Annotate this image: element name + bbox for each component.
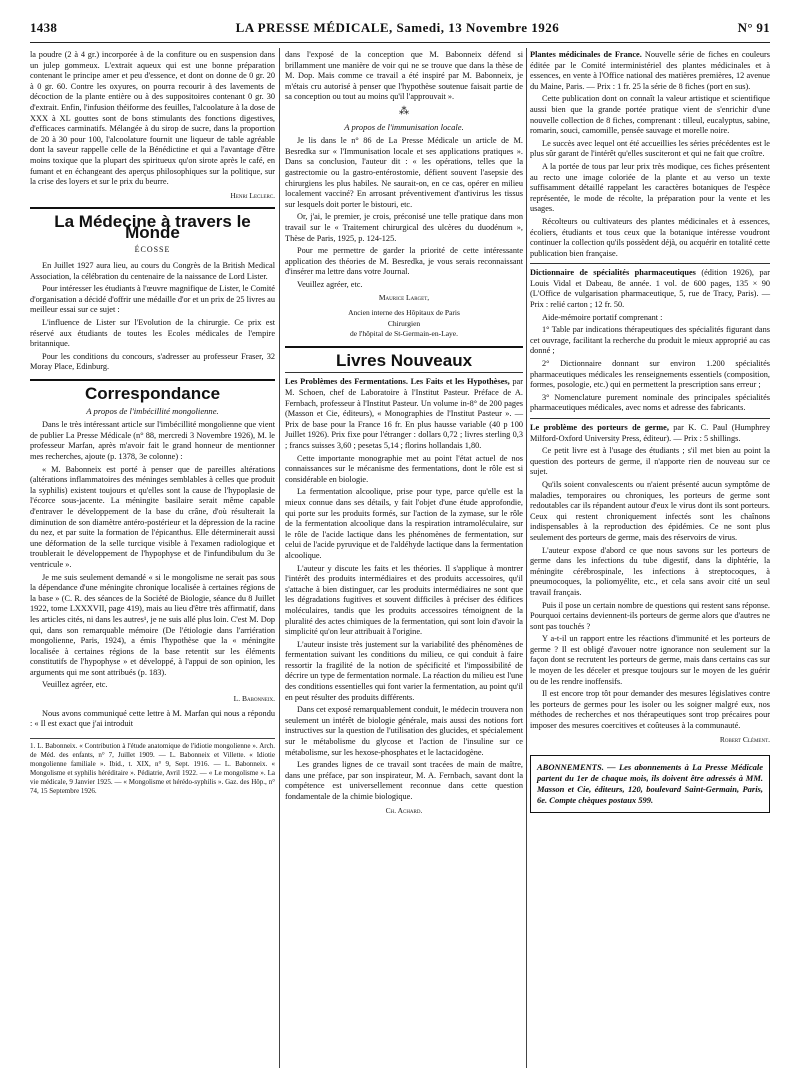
section-rule: [30, 379, 275, 381]
column-divider-2: [526, 48, 527, 1068]
abonnements-box: ABONNEMENTS. — Les abonnements à La Presse Médicale partent du 1er de chaque mois, ils doivent être adressés à MM. Masson et Cie, éditeurs, 120, boulevard Saint-Germain, Paris, 6e. Compte chèques postaux 599.: [530, 755, 770, 813]
plantes-paragraph: Le succès avec lequel ont été accueillies les séries précédentes est le plus sûr garant de l'intérêt qu'elles susciteront et qui ne fait que croître.: [530, 138, 770, 159]
book-paragraph: Les grandes lignes de ce travail sont tracées de main de maître, dans une préface, par son inspirateur, M. A. Fernbach, savant dont la compétence est universellement reconnue dans cette question fondamentale de la chimie biologique.: [285, 760, 523, 801]
book-info: par M. Schoen, chef de Laboratoire à l'Institut Pasteur. Préface de A. Fernbach, professeur à l'Institut Pasteur. Un volume in-8° de 200 pages (Masson et Cie, éditeurs), « Monographies de l'Institut Pasteur ». — Prix de base pour la France 16 fr. En plus hausse variable (40 p 100 Juillet 1926). Prix fixe pour l'étranger : dollars 0,72 ; livres sterling 0,3 ; francs suisses 3,60 ; pesetas 5,14 ; florins hollandais 1,80.: [285, 377, 523, 450]
correspondance-paragraph: Je me suis seulement demandé « si le mongolisme ne serait pas sous la dépendance d'une méningite chronique localisée à certaines régions de la base » (C. R. des séances de la Société de Biologie, séance du 8 Juillet 1922, tome LXXXVII, page 419), mais au lieu d'être très affirmatif, dans les articles cités, ni dans les autres¹, je ne suis allé plus loin. C'est M. Dop qui, dans son remarquable mémoire (De l'étiologie dans l'arriération mongolienne, Paris, 1924), a émis l'hypothèse que la « méningite localisée à certaines régions de la base retentit sur les éléments constitutifs de l'hypophyse » et développé, à l'appui de son opinion, les arguments qui me sont attribués (p. 183).: [30, 572, 275, 677]
entry-rule: [530, 418, 770, 419]
germe-paragraph: Ce petit livre est à l'usage des étudiants ; s'il met bien au point la question des porteurs de germe, il n'apporte rien de nouveau sur ce sujet.: [530, 446, 770, 477]
section-rule: [30, 207, 275, 209]
dico-entry: [530, 268, 770, 310]
column-divider-1: [279, 48, 280, 1068]
correspondance-signature: L. Babonneix.: [233, 694, 275, 704]
correspondance-paragraph: « M. Babonneix est porté à penser que de pareilles altérations (altérations inflammatoires des méninges semblables à celles que produit la syphilis) existent toujours et qu'elles sont la cause de l'hypoplasie de l'écorce sous-jacente. La méningite basilaire serait même capable d'entraver le développement de la base du crâne, d'où résulterait la diminution de son diamètre antéro-postérieur et la dépression de la racine du nez, et par suite la formation de l'épicanthus. Elle déterminerait aussi une déformation de la selle turcique visible à l'examen radiologique et troublerait le développement de l'hypophyse et de l'infundibulum du 3e ventricule ».: [30, 464, 275, 569]
lister-paragraph: Pour les conditions du concours, s'adresser au professeur Fraser, 32 Moray Place, Edinburg.: [30, 351, 275, 372]
plantes-paragraph: A la portée de tous par leur prix très modique, ces fiches présentent au recto une image coloriée de la plante et au verso un texte suffisamment détaillé rappelant les caractères botaniques de l'espèce représentée, le mode de récolte, la préparation pour la vente et les usages.: [530, 161, 770, 214]
immunisation-paragraph: Je lis dans le n° 86 de La Presse Médicale un article de M. Besredka sur « l'Immunisation locale et ses applications pratiques ». Dans sa conclusion, l'auteur dit : « les opérations, telles que la gastrectomie ou la gastro-entérostomie, défient souvent l'asepsie des chirurgiens les plus habiles. Ne saurait-on, en ce cas, opérer en milieu localement vacciné? En arrosant préventivement d'antivirus les tissus sur lesquels doit porter le bistouri, etc.: [285, 136, 523, 209]
dico-info: (édition 1926), par Louis Vidal et Dabeau, 8e année. 1 vol. de 600 pages, 135 × 90 (L'Office de vulgarisation pharmaceutique, 5, rue de Tracy, Paris). — Prix : relié carton ; 12 fr. 50.: [530, 268, 770, 310]
intro-paragraph: la poudre (2 à 4 gr.) incorporée à de la confiture ou en suspension dans un julep gommeux. L'extrait aqueux qui est une bonne préparation contenant le principe amer et peu d'essence, et dont on donne de 0 gr. 20 à 0 gr. 60. Contre les oxyures, on pourra recourir à des lavements de décoction de la plante entière ou à des suppositoires contenant 0 gr. 30 d'extrait. Enfin, l'infusion théiforme des feuilles, l'alcoolature à la dose de XXX à XL gouttes sont de bons stimulants des fonctions digestives, d'efficaces carminatifs. Mélangée à du sirop de sucre, dans la proportion de 20 à 30 pour 100, l'alcoolature fournit une liqueur de table agréable dont la saveur rappelle celle de la Bénédictine et qui a l'avantage d'être moins toxique que la plupart des spiritueux qu'on sirote après le café, en fumant et en échangeant des aperçus philosophiques sur la politique, sur la crise des loyers et sur le prix du beurre.: [30, 50, 275, 187]
column-1: [30, 50, 275, 798]
germe-paragraph: Y a-t-il un rapport entre les réactions d'immunité et les porteurs de germe ? Il est obligé d'avouer notre ignorance non seulement sur la façon dont se recrutent les porteurs de germe, mais dans certains cas sur le moyen de les déceler et presque toujours sur le moyen de les guérir ou de les rendre inoffensifs.: [530, 634, 770, 686]
correspondance-title: Correspondance: [84, 384, 221, 404]
dico-paragraph: 2° Dictionnaire donnant sur environ 1.200 spécialités pharmaceutiques médicales les renseignements essentiels (composition, formes, posologie, etc.) qui en permettent la prescription sans erreur ;: [530, 359, 770, 390]
germe-title: Le problème des porteurs de germe,: [530, 423, 669, 432]
column-3: [530, 50, 770, 815]
immunisation-paragraph: Or, j'ai, le premier, je crois, préconisé une telle pratique dans mon travail sur le « Traitement chirurgical des ulcères du duodénum », Thèse de Paris, 1925, p. 124-125.: [285, 212, 523, 243]
country-heading: ÉCOSSE: [134, 244, 171, 254]
plantes-info: Nouvelle série de fiches en couleurs éditée par le Comité interministériel des plantes médicinales et à essences, en vente à l'Office national des matières premières, 12 avenue du Maine, Paris. — Prix : 1 fr. 25 la série de 8 fiches (port en sus).: [530, 50, 771, 91]
title-rule: [285, 372, 523, 373]
plantes-entry: [530, 50, 770, 92]
germe-info: par K. C. Paul (Humphrey Milford-Oxford University Press, éditeur). — Prix : 5 shillings.: [530, 423, 770, 443]
correspondance-paragraph: Veuillez agréer, etc.: [42, 680, 108, 690]
footnotes: 1. L. Babonneix. « Contribution à l'étude anatomique de l'idiotie mongolienne ». Arch. de Méd. des enfants, n° 7, Juillet 1909. — L. Babonneix et Villette. « Idiotie mongolienne familiale ». Ibid., t. XIX, n° 9, Sept. 1916. — L. Babonneix. « Mongolisme et syphilis héréditaire ». Pédiatrie, Avril 1922. — « Le mongolisme ». La vie médicale, 9 Janvier 1925. — « Mongolisme et hérédo-syphilis ». Gaz. des Hôp., n° 74, 15 Septembre 1926.: [30, 738, 275, 796]
lister-paragraph: Pour intéresser les étudiants à l'œuvre magnifique de Lister, le Comité d'organisation a décidé d'offrir une médaille d'or et un prix de 25 livres au meilleur essai sur ce sujet :: [30, 284, 275, 315]
book-paragraph: Cette importante monographie met au point l'état actuel de nos connaissances sur le mécanisme des fermentations, dont le rôle est si considérable en biologie.: [285, 453, 523, 484]
germe-paragraph: Il est encore trop tôt pour demander des mesures législatives contre les porteurs de germes pour les isoler ou les soigner malgré eux, nos méthodes de recherches et nos thérapeutiques sont trop précaires pour imposer des mesures coercitives et coûteuses à la communauté.: [530, 689, 770, 731]
plantes-paragraph: Récolteurs ou cultivateurs des plantes médicinales et à essences, écoliers, étudiants et tous ceux que la botanique intéresse voudront continuer la collection qu'ils possèdent déjà, ou acquérir en totalité cette publication bien française.: [530, 216, 770, 258]
book-entry: [285, 377, 523, 451]
book-title: Les Problèmes des Fermentations. Les Faits et les Hypothèses,: [285, 377, 510, 387]
section-separator: ⁂: [399, 105, 409, 117]
dico-paragraph: 3° Nomenclature purement nominale des principales spécialités pharmaceutiques médicales, avec noms et adresse des fabricants.: [530, 392, 770, 413]
dico-paragraph: Aide-mémoire portatif comprenant :: [542, 312, 663, 322]
immunisation-signature: Maurice Larget,: [378, 293, 430, 303]
book-paragraph: La fermentation alcoolique, prise pour type, parce qu'elle est la mieux connue dans ses détails, y fait l'objet d'une étude approfondie, qui porte sur les produits formés, sur l'action de la zymase, sur le rôle de la fermentation alcoolique dans la respiration intramoléculaire, sur le rôle de l'acide lactique dans les phénomènes de fermentation, sur celui de l'acide pyruvique et de l'aldéhyde lactique dans la fermentation alcoolique.: [285, 487, 523, 560]
immunisation-paragraph: Veuillez agréer, etc.: [297, 279, 363, 289]
column-2: [285, 50, 523, 820]
journal-title: LA PRESSE MÉDICALE, Samedi, 13 Novembre 1926: [235, 20, 560, 35]
germe-paragraph: Qu'ils soient convalescents ou n'aient présenté aucun symptôme de maladies, temporaires ou chroniques, les porteurs de germe sont redoutables car ils répandent autour d'eux le virus dont ils sont porteurs. Ceux qui restent chroniquement infectés sont les chaînons indispensables à la reproduction des épidémies. Ce ne sont plus seulement des porteurs de germe, mais des réservoirs de virus.: [530, 479, 770, 542]
signature-detail: Chirurgien: [387, 318, 421, 328]
book-signature: Ch. Achard.: [385, 805, 423, 815]
lister-paragraph: L'influence de Lister sur l'Evolution de la chirurgie. Ce prix est réservé aux étudiants de toutes les Ecoles médicales de l'empire britannique.: [30, 318, 275, 349]
germe-signature: Robert Clément.: [719, 734, 770, 744]
page-number: 1438: [30, 20, 58, 35]
issue-number: N° 91: [737, 20, 770, 35]
livres-title: Livres Nouveaux: [335, 350, 473, 370]
signature-detail: de l'hôpital de St-Germain-en-Laye.: [350, 329, 458, 339]
immunisation-title: A propos de l'immunisation locale.: [344, 121, 464, 132]
lister-paragraph: En Juillet 1927 aura lieu, au cours du Congrès de la British Medical Association, la célébration du centenaire de la naissance de Lord Lister.: [30, 261, 275, 281]
germe-paragraph: Puis il pose un certain nombre de questions qui restent sans réponse. Pourquoi certains deviennent-ils porteurs de germe alors que d'autres ne sont pas touchés ?: [530, 600, 770, 631]
entry-rule: [530, 263, 770, 264]
immunisation-paragraph: Pour me permettre de garder la priorité de cette intéressante application des théories de M. Besredka, je vous serais reconnaissant d'insérer ma lettre dans votre Journal.: [285, 246, 523, 277]
dico-title: Dictionnaire de spécialités pharmaceutiques: [530, 268, 696, 278]
medicine-section-title: La Médecine à travers le Monde: [54, 212, 251, 242]
germe-paragraph: L'auteur expose d'abord ce que nous savons sur les porteurs de germe dans les infections du tube digestif, dans la diphtérie, la méningite cérébrospinale, les infections à streptocoques, à pneumocoques, la poliomyélite, etc., et cela sans avoir cité un seul travail français.: [530, 545, 770, 597]
signature-detail: Ancien interne des Hôpitaux de Paris: [348, 308, 460, 318]
page-header: [30, 20, 770, 43]
plantes-title: Plantes médicinales de France.: [530, 50, 642, 59]
marfan-reply: dans l'exposé de la conception que M. Babonneix défend si brillamment une manière de voir qui ne se trouve que dans la thèse de M. Dop. Mais comme ce travail a été inspiré par M. Babonneix, je m'étais cru autorisé à penser que l'hypothèse soutenue faisait partie de sa conception ou tout au moins qu'il l'approuvait ».: [285, 50, 523, 102]
section-rule: [285, 346, 523, 348]
correspondance-paragraph: Dans le très intéressant article sur l'imbécillité mongolienne que vient de publier La Presse Médicale (n° 88, mercredi 3 Novembre 1926), M. le professeur Marfan, après m'avoir fait le grand honneur de mentionner mes recherches, ajoute (p. 1378, 3e colonne) :: [30, 420, 275, 461]
book-paragraph: Dans cet exposé remarquablement conduit, le médecin trouvera non seulement un intérêt de biologie générale, mais aussi des notions fort instructives sur la question de l'utilisation des glucides, et spécialement sur le métabolisme du glycose et l'action de l'insuline sur ce métabolisme, sur les hexose-phosphates et le lactacidogène.: [285, 705, 523, 757]
book-paragraph: L'auteur insiste très justement sur la variabilité des phénomènes de fermentation suivant les conditions du milieu, ce qui conduit à faire ressortir la fragilité de la notion de spécificité et l'impossibilité de décrire un type de fermentation normale. La réaction du milieu est l'une des conditions essentielles qui font varier la fermentation, au point qu'il en peut résulter des produits différents.: [285, 639, 523, 702]
correspondance-subtitle: A propos de l'imbécillité mongolienne.: [86, 405, 219, 416]
book-paragraph: L'auteur y discute les faits et les théories. Il s'applique à montrer l'intérêt des produits intermédiaires et des produits accessoires, qu'il s'attache à bien distinguer, car les produits intermédiaires ne sont que les dégradations fugitives et souvent difficiles à préciser des édifices moléculaires, tandis que les produits accessoires témoignent de la pluralité des actes chimiques de la fermentation, qui sont loin d'avoir la simplicité qu'on leur attribuait à l'origine.: [285, 563, 523, 637]
dico-paragraph: 1° Table par indications thérapeutiques des spécialités figurant dans cet ouvrage, facilitant la recherche du produit le mieux approprié au cas donné ;: [530, 325, 770, 356]
plantes-paragraph: Cette publication dont on connaît la valeur artistique et scientifique aussi bien que la grande portée pratique vient de s'enrichir d'une nouvelle collection de 8 fiches, comprenant : tilleul, eucalyptus, sabine, romarin, souci, camomille, pensée sauvage et morelle noire.: [530, 94, 770, 136]
germe-entry: [530, 423, 770, 444]
intro-signature: Henri Leclerc.: [230, 190, 275, 200]
reply-intro: Nous avons communiqué cette lettre à M. Marfan qui nous a répondu : « Il est exact que j'ai introduit: [30, 708, 275, 729]
